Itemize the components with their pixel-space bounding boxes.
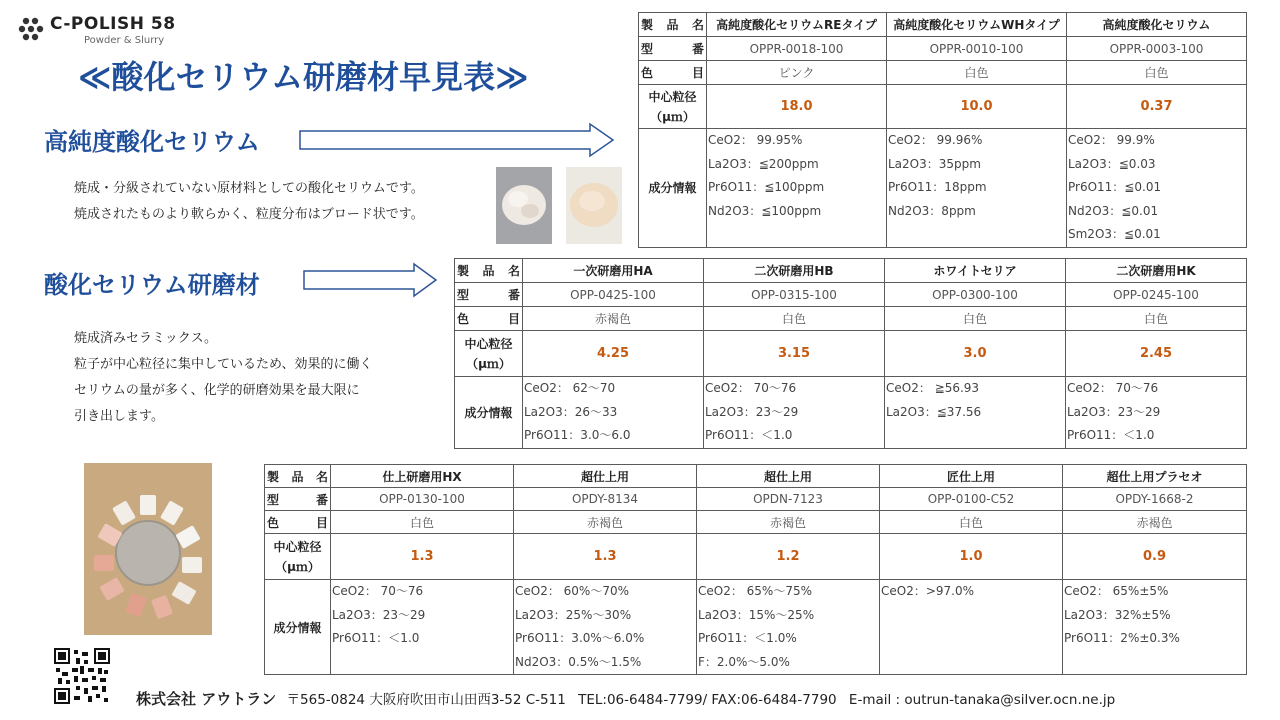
composition-cell <box>885 377 1066 449</box>
composition-cell <box>887 129 1067 248</box>
composition-line: La2O3：23～29 <box>332 607 426 622</box>
color-value: 赤褐色 <box>514 511 697 534</box>
row-particle-size <box>639 85 1247 129</box>
color-value: 赤褐色 <box>523 307 704 331</box>
composition-line: CeO2： ≧56.93 <box>886 381 980 395</box>
label-color: 色 目 <box>265 511 331 534</box>
row-particle-size <box>455 331 1247 377</box>
row-composition <box>455 377 1247 449</box>
row-product-name <box>455 259 1247 283</box>
description-line: 焼成・分級されていない原材料としての酸化セリウムです。 <box>74 181 424 196</box>
composition-line: Nd2O3：≦0.01 <box>1068 203 1159 218</box>
composition-line: Pr6O11：＜1.0 <box>332 631 420 645</box>
composition-line: CeO2： 62～70 <box>524 381 616 395</box>
particle-size: 1.2 <box>697 534 880 580</box>
company-email[interactable]: E-mail : outrun-tanaka@silver.ocn.ne.jp <box>848 692 1116 708</box>
description-line: 引き出します。 <box>74 409 164 424</box>
composition-line: La2O3：35ppm <box>888 156 981 171</box>
label-product-name: 製 品 名 <box>265 465 331 488</box>
label-composition: 成分情報 <box>639 129 707 248</box>
description-line: 粒子が中心粒径に集中しているため、効果的に働く <box>74 357 373 372</box>
product-name: 超仕上用プラセオ <box>1063 465 1247 488</box>
composition-line: Sm2O3：≦0.01 <box>1068 227 1161 241</box>
color-value: 白色 <box>704 307 885 331</box>
composition-line: Pr6O11：＜1.0% <box>698 631 797 645</box>
composition-line: Pr6O11：≦0.01 <box>1068 180 1162 194</box>
model-number: OPPR-0010-100 <box>887 37 1067 61</box>
product-name: 高純度酸化セリウムREタイプ <box>707 13 887 37</box>
model-number: OPDY-1668-2 <box>1063 488 1247 511</box>
qr-code-icon <box>54 648 110 704</box>
composition-line: La2O3：15%～25% <box>698 607 815 622</box>
composition-line: CeO2： 65%～75% <box>698 584 813 598</box>
label-model: 型 番 <box>265 488 331 511</box>
table-ceria-abrasive <box>454 258 1247 449</box>
composition-line: F：2.0%～5.0% <box>698 654 790 669</box>
row-particle-size <box>265 534 1247 580</box>
label-particle-size: 中心粒径 （μｍ） <box>639 85 707 129</box>
footer-contact <box>136 688 1123 709</box>
composition-line: Pr6O11：＜1.0 <box>705 428 793 442</box>
color-value: ピンク <box>707 61 887 85</box>
model-number: OPPR-0018-100 <box>707 37 887 61</box>
particle-size: 3.0 <box>885 331 1066 377</box>
powder-photo-2 <box>566 167 622 244</box>
table-high-purity-ceria <box>638 12 1247 248</box>
company-tel-fax: TEL:06-6484-7799/ FAX:06-6484-7790 <box>578 692 837 708</box>
composition-cell <box>704 377 885 449</box>
right-arrow-icon <box>298 122 616 158</box>
label-model: 型 番 <box>455 283 523 307</box>
product-name: 仕上研磨用HX <box>331 465 514 488</box>
label-composition: 成分情報 <box>265 580 331 675</box>
composition-line: CeO2： 99.95% <box>708 133 803 147</box>
composition-line: Nd2O3：0.5%～1.5% <box>515 654 642 669</box>
label-model: 型 番 <box>639 37 707 61</box>
label-composition: 成分情報 <box>455 377 523 449</box>
model-number: OPP-0100-C52 <box>880 488 1063 511</box>
particle-size: 0.37 <box>1067 85 1247 129</box>
color-value: 赤褐色 <box>697 511 880 534</box>
particle-size: 18.0 <box>707 85 887 129</box>
model-number: OPP-0300-100 <box>885 283 1066 307</box>
composition-line: CeO2： 65%±5% <box>1064 584 1169 598</box>
section-description-abrasive <box>74 326 372 430</box>
description-line: 焼成済みセラミックス。 <box>74 331 218 346</box>
composition-line: CeO2： 99.96% <box>888 133 983 147</box>
product-name: ホワイトセリア <box>885 259 1066 283</box>
product-name: 二次研磨用HB <box>704 259 885 283</box>
page-title: ≪酸化セリウム研磨材早見表≫ <box>78 58 529 96</box>
model-number: OPDY-8134 <box>514 488 697 511</box>
composition-cell <box>1063 580 1247 675</box>
composition-line: La2O3：26～33 <box>524 404 618 419</box>
row-product-name <box>639 13 1247 37</box>
composition-line: Pr6O11：18ppm <box>888 180 987 194</box>
composition-line: Pr6O11：3.0%～6.0% <box>515 631 645 645</box>
composition-cell <box>1067 129 1247 248</box>
particle-size: 2.45 <box>1066 331 1247 377</box>
product-name: 超仕上用 <box>697 465 880 488</box>
composition-cell <box>331 580 514 675</box>
section-title-high-purity: 高純度酸化セリウム <box>44 128 260 156</box>
color-value: 白色 <box>1066 307 1247 331</box>
composition-cell <box>707 129 887 248</box>
label-color: 色 目 <box>455 307 523 331</box>
row-composition <box>639 129 1247 248</box>
composition-line: CeO2：>97.0% <box>881 584 975 598</box>
color-value: 白色 <box>887 61 1067 85</box>
composition-line: CeO2： 70～76 <box>332 584 424 598</box>
composition-cell <box>523 377 704 449</box>
color-value: 白色 <box>1067 61 1247 85</box>
composition-line: Pr6O11：≦100ppm <box>708 180 825 194</box>
logo-subtitle: Powder & Slurry <box>84 35 165 46</box>
company-name: 株式会社 アウトラン <box>136 690 277 708</box>
particle-size: 3.15 <box>704 331 885 377</box>
color-value: 白色 <box>880 511 1063 534</box>
row-color <box>265 511 1247 534</box>
composition-line: La2O3：23～29 <box>705 404 799 419</box>
table-finishing-abrasive <box>264 464 1247 675</box>
label-particle-size: 中心粒径 （μｍ） <box>455 331 523 377</box>
row-color <box>639 61 1247 85</box>
composition-line: CeO2： 99.9% <box>1068 133 1155 147</box>
label-color: 色 目 <box>639 61 707 85</box>
label-product-name: 製 品 名 <box>455 259 523 283</box>
label-particle-size: 中心粒径 （μｍ） <box>265 534 331 580</box>
composition-cell <box>514 580 697 675</box>
company-logo <box>18 14 178 48</box>
product-name: 一次研磨用HA <box>523 259 704 283</box>
model-number: OPP-0315-100 <box>704 283 885 307</box>
description-line: セリウムの量が多く、化学的研磨効果を最大限に <box>74 383 360 398</box>
particle-size: 1.3 <box>514 534 697 580</box>
composition-line: La2O3：≦0.03 <box>1068 156 1156 171</box>
sample-bags-photo <box>84 463 212 635</box>
product-name: 高純度酸化セリウム <box>1067 13 1247 37</box>
composition-line: La2O3：23～29 <box>1067 404 1161 419</box>
model-number: OPP-0425-100 <box>523 283 704 307</box>
section-title-abrasive: 酸化セリウム研磨材 <box>44 271 260 299</box>
powder-photo-1 <box>496 167 552 244</box>
particle-size: 1.3 <box>331 534 514 580</box>
row-model <box>455 283 1247 307</box>
composition-line: La2O3：≦37.56 <box>886 404 982 419</box>
right-arrow-icon <box>302 262 438 298</box>
particle-size: 0.9 <box>1063 534 1247 580</box>
product-name: 匠仕上用 <box>880 465 1063 488</box>
particle-size: 10.0 <box>887 85 1067 129</box>
description-line: 焼成されたものより軟らかく、粒度分布はブロード状です。 <box>74 207 424 222</box>
model-number: OPP-0245-100 <box>1066 283 1247 307</box>
composition-line: CeO2： 70～76 <box>705 381 797 395</box>
product-name: 高純度酸化セリウムWHタイプ <box>887 13 1067 37</box>
composition-line: Nd2O3：8ppm <box>888 203 976 218</box>
composition-line: Nd2O3：≦100ppm <box>708 203 822 218</box>
product-name: 二次研磨用HK <box>1066 259 1247 283</box>
composition-cell <box>697 580 880 675</box>
section-description-high-purity <box>74 176 424 228</box>
row-color <box>455 307 1247 331</box>
company-address: 〒565-0824 大阪府吹田市山田西3-52 C-511 <box>286 692 566 708</box>
composition-line: CeO2： 70～76 <box>1067 381 1159 395</box>
composition-line: Pr6O11：2%±0.3% <box>1064 631 1180 645</box>
composition-line: Pr6O11：＜1.0 <box>1067 428 1155 442</box>
model-number: OPPR-0003-100 <box>1067 37 1247 61</box>
model-number: OPDN-7123 <box>697 488 880 511</box>
particle-size: 4.25 <box>523 331 704 377</box>
color-value: 赤褐色 <box>1063 511 1247 534</box>
dots-logo-icon <box>18 16 46 44</box>
composition-line: La2O3：≦200ppm <box>708 156 819 171</box>
composition-line: CeO2： 60%～70% <box>515 584 630 598</box>
particle-size: 1.0 <box>880 534 1063 580</box>
color-value: 白色 <box>885 307 1066 331</box>
row-composition <box>265 580 1247 675</box>
composition-line: La2O3：25%～30% <box>515 607 632 622</box>
label-product-name: 製 品 名 <box>639 13 707 37</box>
composition-line: Pr6O11：3.0～6.0 <box>524 428 631 442</box>
color-value: 白色 <box>331 511 514 534</box>
composition-cell <box>880 580 1063 675</box>
row-product-name <box>265 465 1247 488</box>
composition-cell <box>1066 377 1247 449</box>
row-model <box>639 37 1247 61</box>
row-model <box>265 488 1247 511</box>
logo-name: C-POLISH 58 <box>50 14 176 34</box>
product-name: 超仕上用 <box>514 465 697 488</box>
composition-line: La2O3：32%±5% <box>1064 607 1171 622</box>
model-number: OPP-0130-100 <box>331 488 514 511</box>
